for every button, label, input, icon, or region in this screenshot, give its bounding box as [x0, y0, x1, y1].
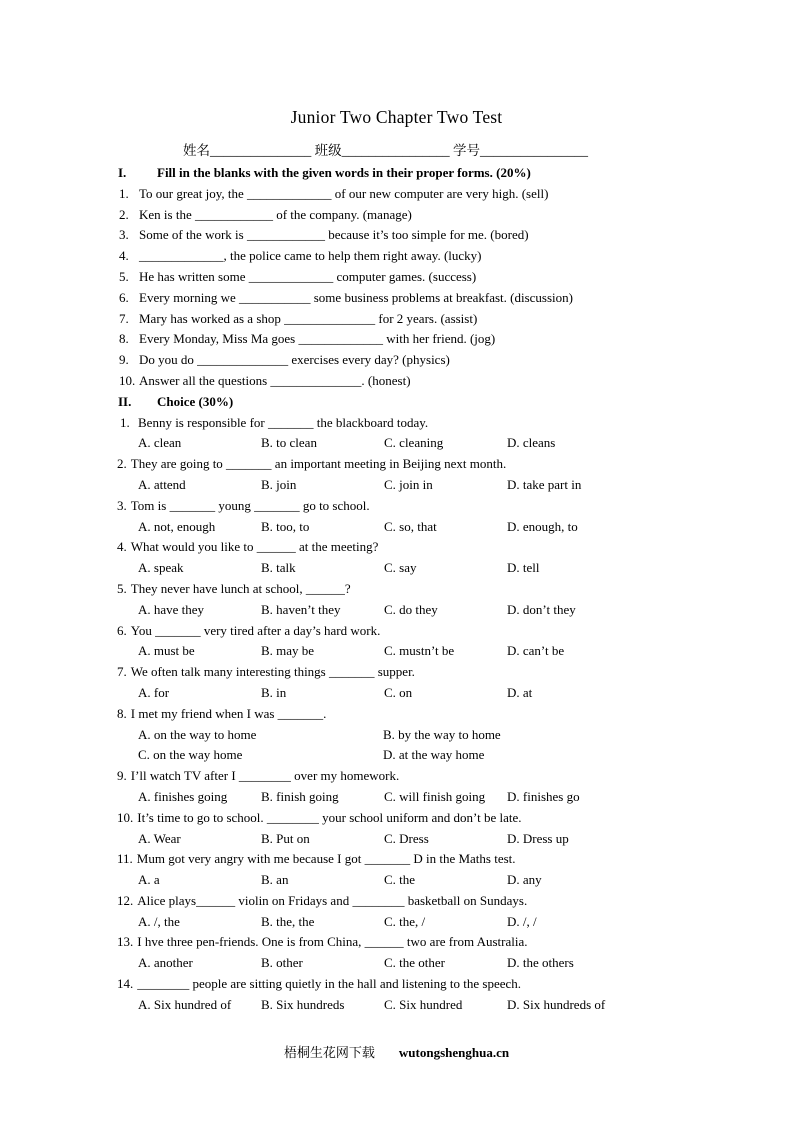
choice-option: D. Six hundreds of [507, 996, 606, 1012]
fill-blank-item [119, 225, 793, 246]
student-info-line: 姓名_______________ 班级________________ 学号________________ [183, 143, 588, 158]
choice-question [117, 974, 793, 995]
fill-blank-item [119, 371, 793, 392]
choice-option: C. Dress [384, 830, 429, 846]
fill-blank-item [119, 246, 793, 267]
question-number: 5. [117, 580, 127, 596]
choice-option: A. clean [138, 435, 182, 451]
choice-option: D. at the way home [383, 747, 485, 763]
option-row [138, 829, 793, 850]
option-row [138, 641, 793, 662]
question-number: 1. [120, 414, 130, 430]
fill-blank-item [119, 329, 793, 350]
question-number: 8. [117, 705, 127, 721]
choice-question [117, 849, 793, 870]
choice-option: D. take part in [507, 476, 582, 492]
choice-option: B. other [261, 955, 303, 971]
choice-question [117, 621, 793, 642]
question-text: Tom is _______ young _______ go to school. [130, 497, 370, 513]
question-text: I hve three pen-friends. One is from China, ______ two are from Australia. [137, 934, 528, 950]
question-number: 4. [117, 539, 127, 555]
item-number: 6. [119, 289, 129, 305]
page-footer [0, 1042, 793, 1063]
choice-option: C. cleaning [384, 435, 444, 451]
section-2-numeral: II. [118, 393, 132, 409]
choice-option: B. too, to [261, 518, 310, 534]
item-number: 9. [119, 352, 129, 368]
question-text: I’ll watch TV after I ________ over my homework. [130, 768, 400, 784]
choice-question [117, 766, 793, 787]
choice-option: C. on [384, 684, 413, 700]
option-row [138, 870, 793, 891]
choice-option: D. the others [507, 955, 574, 971]
option-row [138, 725, 793, 746]
choice-option: A. /, the [138, 913, 180, 929]
fill-blank-item [119, 288, 793, 309]
choice-option: D. at [507, 684, 533, 700]
choice-option: B. to clean [261, 435, 317, 451]
choice-option: B. the, the [261, 913, 315, 929]
item-text: Do you do ______________ exercises every day? (physics) [139, 352, 450, 368]
item-number: 2. [119, 206, 129, 222]
choice-question [117, 579, 793, 600]
choice-option: B. finish going [261, 788, 339, 804]
item-text: Mary has worked as a shop ______________ for 2 years. (assist) [139, 310, 478, 326]
choice-option: D. finishes go [507, 788, 580, 804]
fill-blank-item [119, 350, 793, 371]
choice-option: D. enough, to [507, 518, 578, 534]
section-1-heading [118, 163, 793, 184]
choice-option: A. attend [138, 476, 186, 492]
section-2-title: Choice (30%) [157, 393, 234, 409]
choice-option: C. say [384, 560, 417, 576]
footer-site-name: 梧桐生花网下载 [283, 1044, 375, 1060]
question-text: Alice plays______ violin on Fridays and ________ basketball on Sundays. [137, 892, 528, 908]
footer-site-url: wutongshenghua.cn [398, 1044, 510, 1060]
item-number: 3. [119, 227, 129, 243]
choice-option: C. Six hundred [384, 996, 463, 1012]
question-text: We often talk many interesting things _______ supper. [130, 664, 415, 680]
item-text: _____________, the police came to help them right away. (lucky) [139, 248, 482, 264]
question-text: What would you like to ______ at the meeting? [130, 539, 379, 555]
choice-option: B. Put on [261, 830, 310, 846]
choice-option: D. Dress up [507, 830, 569, 846]
item-number: 7. [119, 310, 129, 326]
question-text: I met my friend when I was _______. [130, 705, 327, 721]
question-number: 6. [117, 622, 127, 638]
choice-option: C. on the way home [138, 747, 243, 763]
choice-option: C. join in [384, 476, 433, 492]
choice-question [117, 537, 793, 558]
document-body [0, 163, 793, 1016]
fill-blank-item [119, 309, 793, 330]
choice-option: A. not, enough [138, 518, 216, 534]
choice-option: D. any [507, 872, 542, 888]
question-number: 12. [117, 892, 134, 908]
item-text: He has written some _____________ computer games. (success) [139, 268, 477, 284]
choice-option: A. another [138, 955, 193, 971]
option-row [138, 912, 793, 933]
item-text: Every Monday, Miss Ma goes _____________ with her friend. (jog) [139, 331, 496, 347]
choice-option: A. finishes going [138, 788, 228, 804]
question-number: 14. [117, 976, 134, 992]
choice-option: A. Six hundred of [138, 996, 232, 1012]
choice-question [117, 496, 793, 517]
fill-blank-item [119, 205, 793, 226]
option-row [138, 953, 793, 974]
question-text: It’s time to go to school. ________ your school uniform and don’t be late. [137, 809, 522, 825]
question-text: Mum got very angry with me because I got _______ D in the Maths test. [136, 851, 516, 867]
choice-option: A. for [138, 684, 170, 700]
question-number: 13. [117, 934, 134, 950]
choice-option: A. speak [138, 560, 184, 576]
question-text: You _______ very tired after a day’s hard work. [130, 622, 381, 638]
choice-option: A. on the way to home [138, 726, 257, 742]
choice-option: B. join [261, 476, 297, 492]
question-number: 3. [117, 497, 127, 513]
choice-option: B. by the way to home [383, 726, 501, 742]
item-number: 4. [119, 248, 129, 264]
choice-option: C. do they [384, 601, 438, 617]
choice-option: C. the, / [384, 913, 426, 929]
option-row [138, 600, 793, 621]
question-number: 2. [117, 456, 127, 472]
choice-question [117, 662, 793, 683]
choice-option: A. a [138, 872, 160, 888]
item-number: 5. [119, 268, 129, 284]
choice-option: B. talk [261, 560, 296, 576]
fill-blank-item [119, 184, 793, 205]
choice-option: A. Wear [138, 830, 181, 846]
option-row [138, 683, 793, 704]
choice-option: C. the [384, 872, 416, 888]
item-text: Ken is the ____________ of the company. (manage) [139, 206, 412, 222]
fill-blank-item [119, 267, 793, 288]
option-row [138, 433, 793, 454]
choice-option: B. an [261, 872, 289, 888]
question-text: Benny is responsible for _______ the blackboard today. [138, 414, 429, 430]
section-1-numeral: I. [118, 165, 127, 180]
question-number: 9. [117, 768, 127, 784]
choice-option: D. don’t they [507, 601, 576, 617]
option-row [138, 745, 793, 766]
page-title: Junior Two Chapter Two Test [290, 107, 503, 127]
question-number: 11. [117, 851, 133, 867]
question-text: They never have lunch at school, ______? [130, 580, 351, 596]
option-row [138, 517, 793, 538]
choice-option: A. have they [138, 601, 205, 617]
question-number: 10. [117, 809, 134, 825]
item-text: Some of the work is ____________ because it’s too simple for me. (bored) [139, 227, 529, 243]
choice-option: D. /, / [507, 913, 537, 929]
choice-option: C. so, that [384, 518, 437, 534]
choice-option: B. haven’t they [261, 601, 341, 617]
choice-option: B. may be [261, 643, 315, 659]
question-text: They are going to _______ an important meeting in Beijing next month. [130, 456, 507, 472]
question-text: ________ people are sitting quietly in the hall and listening to the speech. [137, 976, 522, 992]
choice-question [117, 808, 793, 829]
item-number: 8. [119, 331, 129, 347]
option-row [138, 475, 793, 496]
section-1-title: Fill in the blanks with the given words in their proper forms. (20%) [157, 165, 531, 180]
choice-option: D. tell [507, 560, 540, 576]
choice-option: B. in [261, 684, 287, 700]
item-text: To our great joy, the _____________ of our new computer are very high. (sell) [139, 185, 549, 201]
item-number: 10. [119, 372, 136, 388]
option-row [138, 787, 793, 808]
choice-option: C. mustn’t be [384, 643, 455, 659]
section-2-heading [118, 392, 793, 413]
choice-question [117, 932, 793, 953]
choice-option: D. can’t be [507, 643, 565, 659]
choice-question [117, 454, 793, 475]
question-number: 7. [117, 664, 127, 680]
item-text: Answer all the questions ______________. (honest) [139, 372, 411, 388]
choice-option: C. will finish going [384, 788, 486, 804]
option-row [138, 558, 793, 579]
choice-option: C. the other [384, 955, 446, 971]
choice-option: A. must be [138, 643, 195, 659]
option-row [138, 995, 793, 1016]
item-number: 1. [119, 185, 129, 201]
item-text: Every morning we ___________ some business problems at breakfast. (discussion) [139, 289, 573, 305]
choice-question [120, 413, 793, 434]
choice-option: B. Six hundreds [261, 996, 345, 1012]
choice-question [117, 891, 793, 912]
choice-question [117, 704, 793, 725]
choice-option: D. cleans [507, 435, 556, 451]
